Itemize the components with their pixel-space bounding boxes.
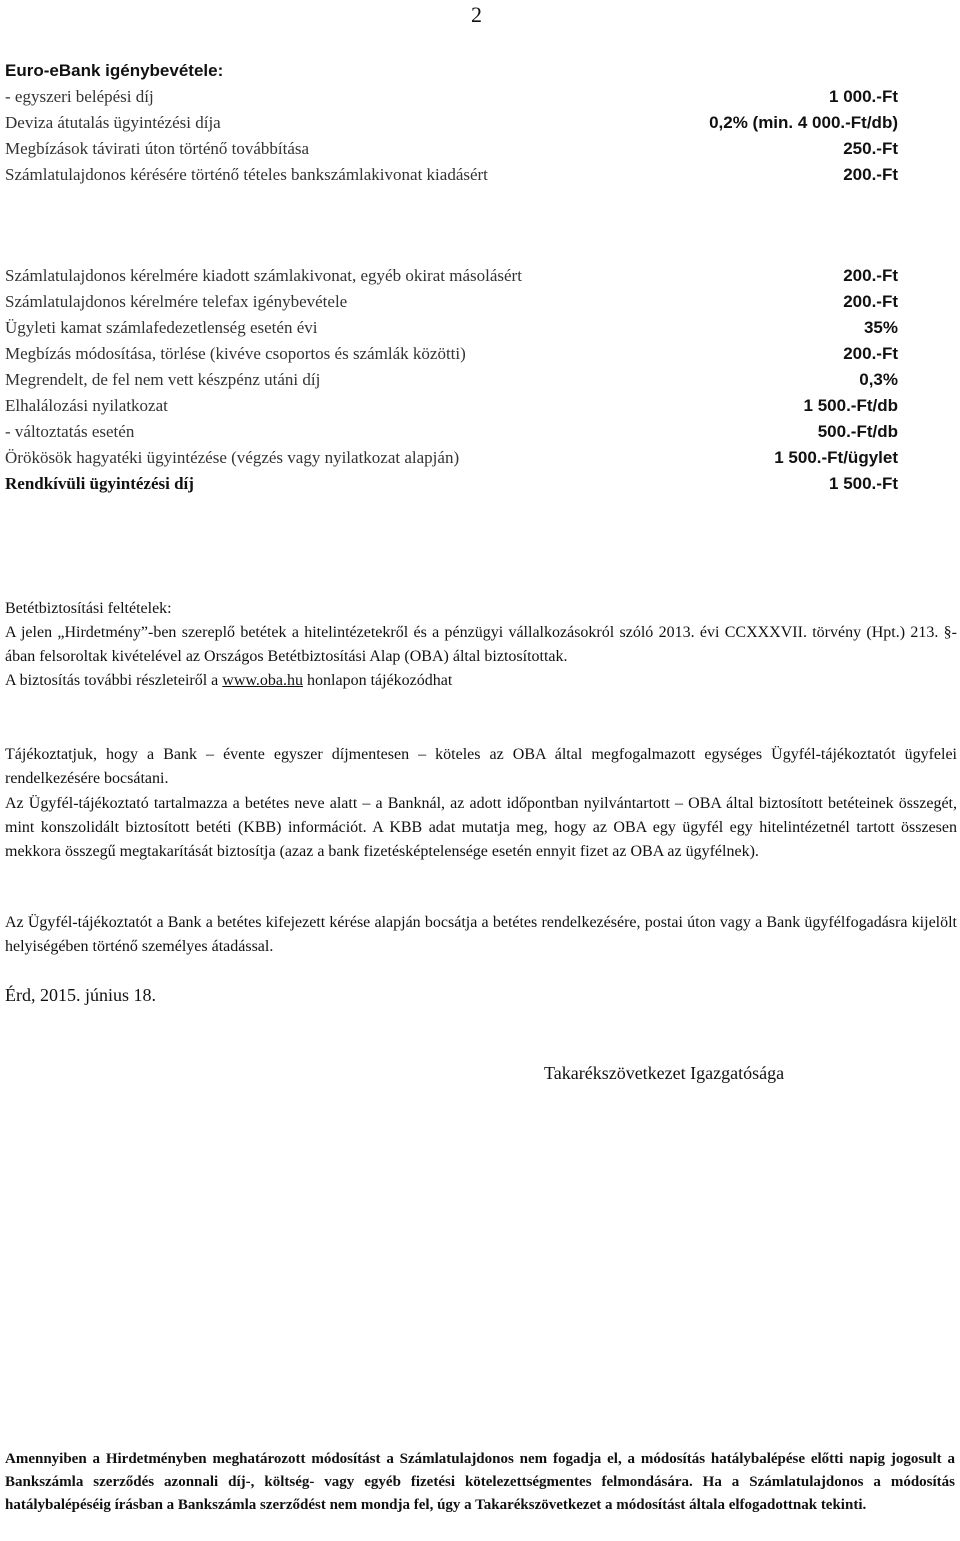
fee-row xyxy=(5,263,898,289)
fee-label: Számlatulajdonos kérésére történő tételes bankszámlakivonat kiadásért xyxy=(5,165,488,184)
fee-value: 200.-Ft xyxy=(843,292,898,311)
fee-label: Ügyleti kamat számlafedezetlenség esetén évi xyxy=(5,318,318,337)
footer-notice: Amennyiben a Hirdetményben meghatározott módosítást a Számlatulajdonos nem fogadja el, a módosítás hatálybalépése előtti napig jogosult a Bankszámla szerződés azonnali díj-, költség- vagy egyéb fizetési kötelezettségmentes felmondására. Ha a Számlatulajdonos a módosítás hatálybalépéséig írásban a Bankszámla szerződést nem mondja fel, úgy a Takarékszövetkezet a módosítást általa elfogadottnak tekinti. xyxy=(5,1451,955,1513)
fee-label: Elhalálozási nyilatkozat xyxy=(5,396,168,415)
fee-value: 1 500.-Ft/db xyxy=(803,396,898,415)
deposit-insurance-section xyxy=(5,597,957,693)
signature-line: Takarékszövetkezet Igazgatósága xyxy=(544,1063,785,1083)
fee-label: Számlatulajdonos kérelmére telefax igénybevétele xyxy=(5,292,348,311)
deposit-more-suffix: honlapon tájékozódhat xyxy=(303,672,453,689)
fee-row xyxy=(5,367,898,393)
fee-label: Számlatulajdonos kérelmére kiadott számlakivonat, egyéb okirat másolásért xyxy=(5,266,522,285)
deposit-paragraph: A jelen „Hirdetmény”-ben szereplő betétek a hitelintézetekről és a pénzügyi vállalkozásokról szóló 2013. évi CCXXXVII. törvény (Hpt.) 213. §-ában felsoroltak kivételével az Országos Betétbiztosítási Alap (OBA) által biztosítottak. xyxy=(5,624,957,665)
fee-value: 200.-Ft xyxy=(843,165,898,184)
deposit-more-prefix: A biztosítás további részleteiről a xyxy=(5,672,223,689)
fee-row xyxy=(5,315,898,341)
fee-row xyxy=(5,471,898,497)
document-date: Érd, 2015. június 18. xyxy=(5,985,156,1005)
info-paragraph-1: Tájékoztatjuk, hogy a Bank – évente egyszer díjmentesen – köteles az OBA által megfogalmazott egységes Ügyfél-tájékoztatót ügyfelei rendelkezésére bocsátani. xyxy=(5,746,957,787)
deposit-heading: Betétbiztosítási feltételek: xyxy=(5,600,172,617)
fee-value: 1 000.-Ft xyxy=(829,87,898,106)
fee-label: Megrendelt, de fel nem vett készpénz utáni díj xyxy=(5,370,321,389)
fee-label: Megbízások távirati úton történő továbbítása xyxy=(5,139,310,158)
fee-value: 0,3% xyxy=(859,370,898,389)
fee-value: 1 500.-Ft xyxy=(829,474,898,493)
fee-label: Rendkívüli ügyintézési díj xyxy=(5,474,194,493)
fee-row xyxy=(5,393,898,419)
deposit-more-line xyxy=(5,669,957,693)
fee-value: 35% xyxy=(863,318,898,337)
fee-value: 250.-Ft xyxy=(843,139,898,158)
info-paragraph-2: Az Ügyfél-tájékoztató tartalmazza a betétes neve alatt – a Banknál, az adott időpontban nyilvántartott – OBA által biztosított betéteinek összegét, mint konszolidált biztosított betéti (KBB) információt. A KBB adat mutatja meg, hogy az OBA egy ügyfél egy hitelintézetnél tartott összesen mekkora összegű megtakarítását biztosítja (azaz a bank fizetésképtelensége esetén ennyit fizet az OBA az ügyfélnek). xyxy=(5,795,957,860)
fee-value: 1 500.-Ft/ügylet xyxy=(774,448,898,467)
ebank-section xyxy=(5,58,898,188)
fee-label: Örökösök hagyatéki ügyintézése (végzés vagy nyilatkozat alapján) xyxy=(5,448,460,467)
fee-label: Megbízás módosítása, törlése (kivéve csoportos és számlák közötti) xyxy=(5,344,466,363)
fee-label: Deviza átutalás ügyintézési díja xyxy=(5,113,221,132)
oba-link[interactable]: www.oba.hu xyxy=(222,672,304,689)
fee-row xyxy=(5,419,898,445)
fee-row xyxy=(5,289,898,315)
fee-row xyxy=(5,162,898,188)
fee-value: 0,2% (min. 4 000.-Ft/db) xyxy=(709,113,898,132)
fees-section xyxy=(5,263,898,497)
info-paragraph-3: Az Ügyfél-tájékoztatót a Bank a betétes kifejezett kérése alapján bocsátja a betétes rendelkezésére, postai úton vagy a Bank ügyfélfogadásra kijelölt helyiségében történő személyes átadással. xyxy=(5,914,957,955)
fee-value: 200.-Ft xyxy=(843,266,898,285)
fee-row xyxy=(5,110,898,136)
fee-label: - egyszeri belépési díj xyxy=(5,87,154,106)
page-number: 2 xyxy=(471,2,482,27)
fee-row xyxy=(5,136,898,162)
ebank-heading: Euro-eBank igénybevétele: xyxy=(5,61,224,80)
fee-row xyxy=(5,341,898,367)
fee-value: 200.-Ft xyxy=(843,344,898,363)
fee-value: 500.-Ft/db xyxy=(817,422,898,441)
fee-label: - változtatás esetén xyxy=(5,422,135,441)
fee-row xyxy=(5,84,898,110)
fee-row xyxy=(5,445,898,471)
